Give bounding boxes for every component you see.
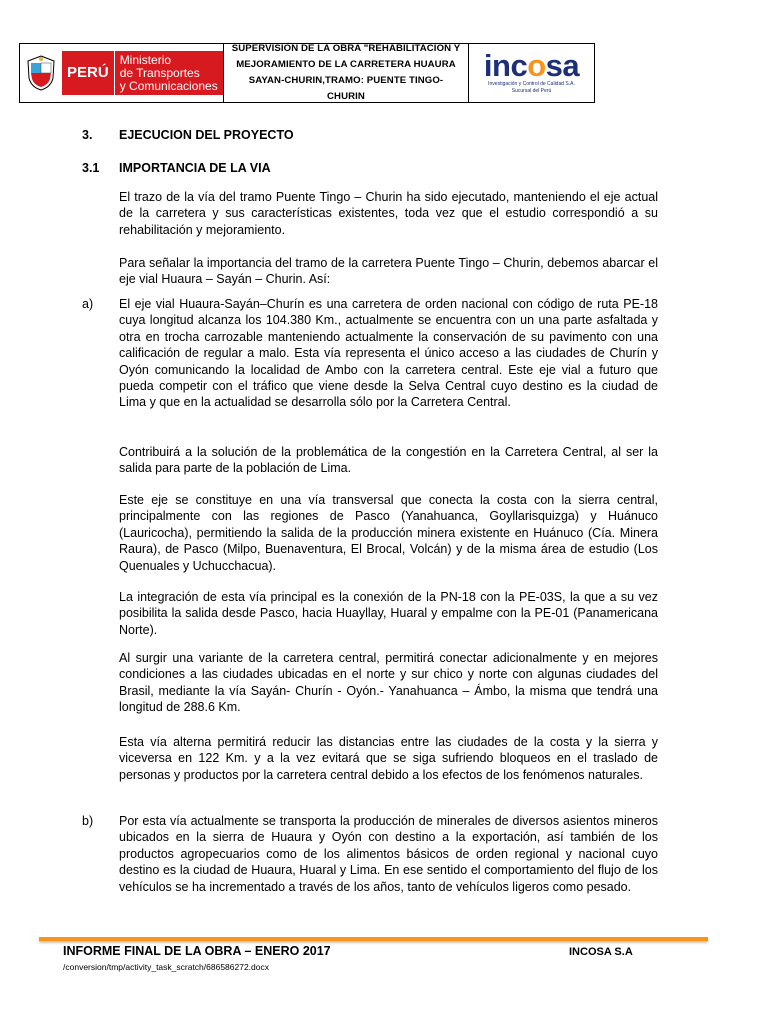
project-title-line: MEJORAMIENTO DE LA CARRETERA HUAURA [236,59,456,70]
project-title-line: CHURIN [327,91,365,102]
paragraph: La integración de esta vía principal es la conexión de la PN-18 con la PE-03S, la que a su vez posibilita la salida desde Pasco, hacia Huayllay, Huaral y empalme con la PE-01 (Panamericana Norte). [119,590,658,637]
incosa-tagline: Investigación y Control de Calidad S.A. [488,81,575,87]
ministry-name [115,54,223,93]
peru-coat-of-arms-icon [24,54,58,92]
footer-report-title: INFORME FINAL DE LA OBRA – ENERO 2017 [63,944,331,958]
country-name: PERÚ [62,51,115,95]
paragraph: Para señalar la importancia del tramo de la carretera Puente Tingo – Churin, debemos abarcar el eje vial Huaura – Sayán – Churin. Así: [119,256,658,287]
list-marker: a) [82,297,94,311]
subsection-title: IMPORTANCIA DE LA VIA [119,161,271,175]
incosa-logo [469,44,594,102]
ministry-logo [20,44,224,102]
list-marker: b) [82,814,94,828]
incosa-wordmark: inc o sa [483,48,580,83]
paragraph: Contribuirá a la solución de la problemática de la congestión en la Carretera Central, al ser la salida para parte de la población de Lima. [119,445,658,476]
paragraph: El trazo de la vía del tramo Puente Tingo – Churin ha sido ejecutado, manteniendo el eje actual de la carretera y sus características existentes, toda vez que el estudio correspondió a su rehabilitación y mejoramiento. [119,190,658,237]
paragraph: Al surgir una variante de la carretera central, permitirá conectar adicionalmente y en mejores condiciones a las ciudades ubicadas en el norte y sur chico y norte con algunas ciudades del Brasil, mediante la vía Sayán- Churín - Oyón.- Yanahuanca – Ámbo, la misma que tendrá una longitud de 288.6 Km. [119,651,658,715]
footer-divider [39,937,708,941]
incosa-branch: Sucursal del Perú [511,88,552,94]
section-number: 3. [82,128,93,142]
footer-file-path: /conversion/tmp/activity_task_scratch/686586272.docx [63,962,270,972]
project-title-line: SAYAN-CHURIN,TRAMO: PUENTE TINGO- [248,75,444,86]
project-title-line: SUPERVISIÓN DE LA OBRA "REHABILITACION Y [231,43,461,54]
incosa-ring-icon: o [527,48,546,83]
paragraph: Este eje se constituye en una vía transversal que conecta la costa con la sierra central, principalmente con las regiones de Pasco (Yanahuanca, Goyllarisquizga) y Huánuco (Lauricocha), permitiendo la salida de la producción minera existente en Huánuco (Cía. Minera Raura), de Pasco (Milpo, Buenaventura, El Brocal, Volcán) y de la misma área de estudio (Los Quenuales y Uchucchacua). [119,493,658,573]
list-item-paragraph: Por esta vía actualmente se transporta la producción de minerales de diversos asientos mineros ubicados en la sierra de Huaura y Oyón con destino a la exportación, así también de los productos agropecuarios como de los alimentos básicos de orden regional y nacional cuyo destino es la ciudad de Huaura, Huaral y Lima. En ese sentido el comportamiento del flujo de los vehículos se ha incrementado a través de los años, tanto de vehículos ligeros como pesado. [119,814,658,894]
document-header [19,43,595,103]
ministry-line: y Comunicaciones [119,78,218,93]
paragraph: Esta vía alterna permitirá reducir las distancias entre las ciudades de la costa y la sierra y viceversa en 122 Km. y a la vez evitará que se siga sufriendo bloqueos en el traslado de personas y productos por la carretera central debido a los efectos de los fenómenos naturales. [119,735,658,782]
ministry-line: de Transportes [119,65,200,80]
footer-company: INCOSA S.A [569,946,633,958]
ministry-banner [62,51,223,95]
list-item-paragraph: El eje vial Huaura-Sayán–Churín es una carretera de orden nacional con código de ruta PE-18 cuya longitud alcanza los 104.380 Km., actualmente se encuentra con un una parte asfaltada y otra en trocha carrozable manteniendo actualmente la conservación de su pavimento con una calificación de regular a malo. Esta vía representa el único acceso a las ciudades de Churín y Oyón comunicando la localidad de Ambo con la carretera central. Este eje vial a futuro que pueda competir con el tráfico que viene desde la Selva Central cuyo destino es la ciudad de Lima y que en la actualidad se desarrolla sólo por la Carretera Central. [119,297,658,410]
project-title [224,44,469,102]
section-title: EJECUCION DEL PROYECTO [119,128,294,142]
subsection-number: 3.1 [82,161,100,175]
ministry-line: Ministerio [119,52,172,67]
